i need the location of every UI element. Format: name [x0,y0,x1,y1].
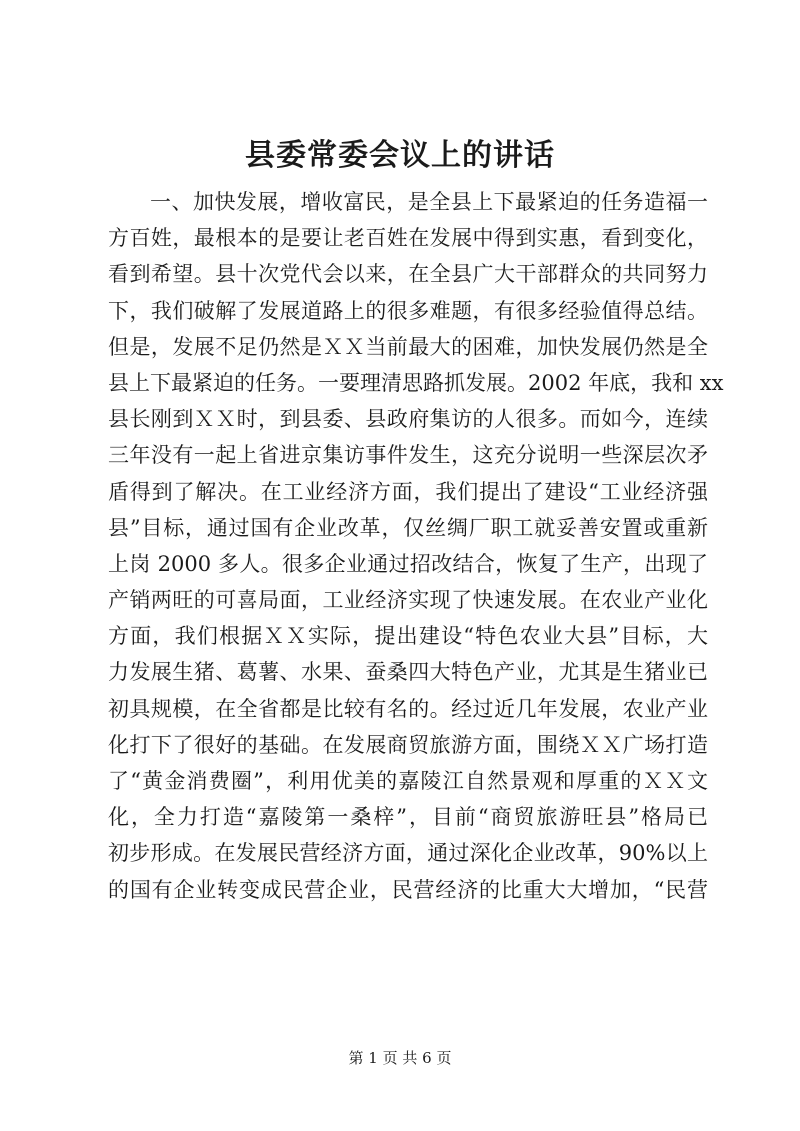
text-line: 初步形成。在发展民营经济方面，通过深化企业改革，90%以上 [108,841,708,866]
text-line: 看到希望。县十次党代会以来，在全县广大干部群众的共同努力 [108,262,708,287]
text-line: 盾得到了解决。在工业经济方面，我们提出了建设“工业经济强 [108,479,708,504]
page-footer: 第 1 页 共 6 页 [348,1049,452,1067]
text-line: 下，我们破解了发展道路上的很多难题，有很多经验值得总结。 [108,298,708,323]
text-line: 方百姓，最根本的是要让老百姓在发展中得到实惠，看到变化， [108,226,708,251]
text-line: 的国有企业转变成民营企业，民营经济的比重大大增加，“民营 [108,877,708,902]
text-line: 方面，我们根据ＸＸ实际，提出建设“特色农业大县”目标，大 [108,624,708,649]
text-line: 了“黄金消费圈”，利用优美的嘉陵江自然景观和厚重的ＸＸ文 [108,769,708,793]
text-line: 县”目标，通过国有企业改革，仅丝绸厂职工就妥善安置或重新 [108,515,708,540]
text-line: 化打下了很好的基础。在发展商贸旅游方面，围绕ＸＸ广场打造 [108,732,708,757]
text-line: 但是，发展不足仍然是ＸＸ当前最大的困难，加快发展仍然是全 [108,334,708,359]
text-line: 三年没有一起上省进京集访事件发生，这充分说明一些深层次矛 [108,443,708,468]
text-line: 县上下最紧迫的任务。一要理清思路抓发展。2002 年底，我和 xx [108,370,724,395]
text-line: 县长刚到ＸＸ时，到县委、县政府集访的人很多。而如今，连续 [108,407,708,432]
text-line: 化，全力打造“嘉陵第一桑梓”，目前“商贸旅游旺县”格局已 [108,805,708,830]
text-line: 一、加快发展，增收富民，是全县上下最紧迫的任务造福一 [150,190,708,214]
text-line: 力发展生猪、葛薯、水果、蚕桑四大特色产业，尤其是生猪业已 [108,660,708,685]
text-line: 上岗 2000 多人。很多企业通过招改结合，恢复了生产，出现了 [108,551,708,576]
page-title: 县委常委会议上的讲话 [245,138,555,173]
body-paragraph [108,184,724,908]
text-line: 初具规模，在全省都是比较有名的。经过近几年发展，农业产业 [108,696,708,721]
text-line: 产销两旺的可喜局面，工业经济实现了快速发展。在农业产业化 [108,588,708,613]
